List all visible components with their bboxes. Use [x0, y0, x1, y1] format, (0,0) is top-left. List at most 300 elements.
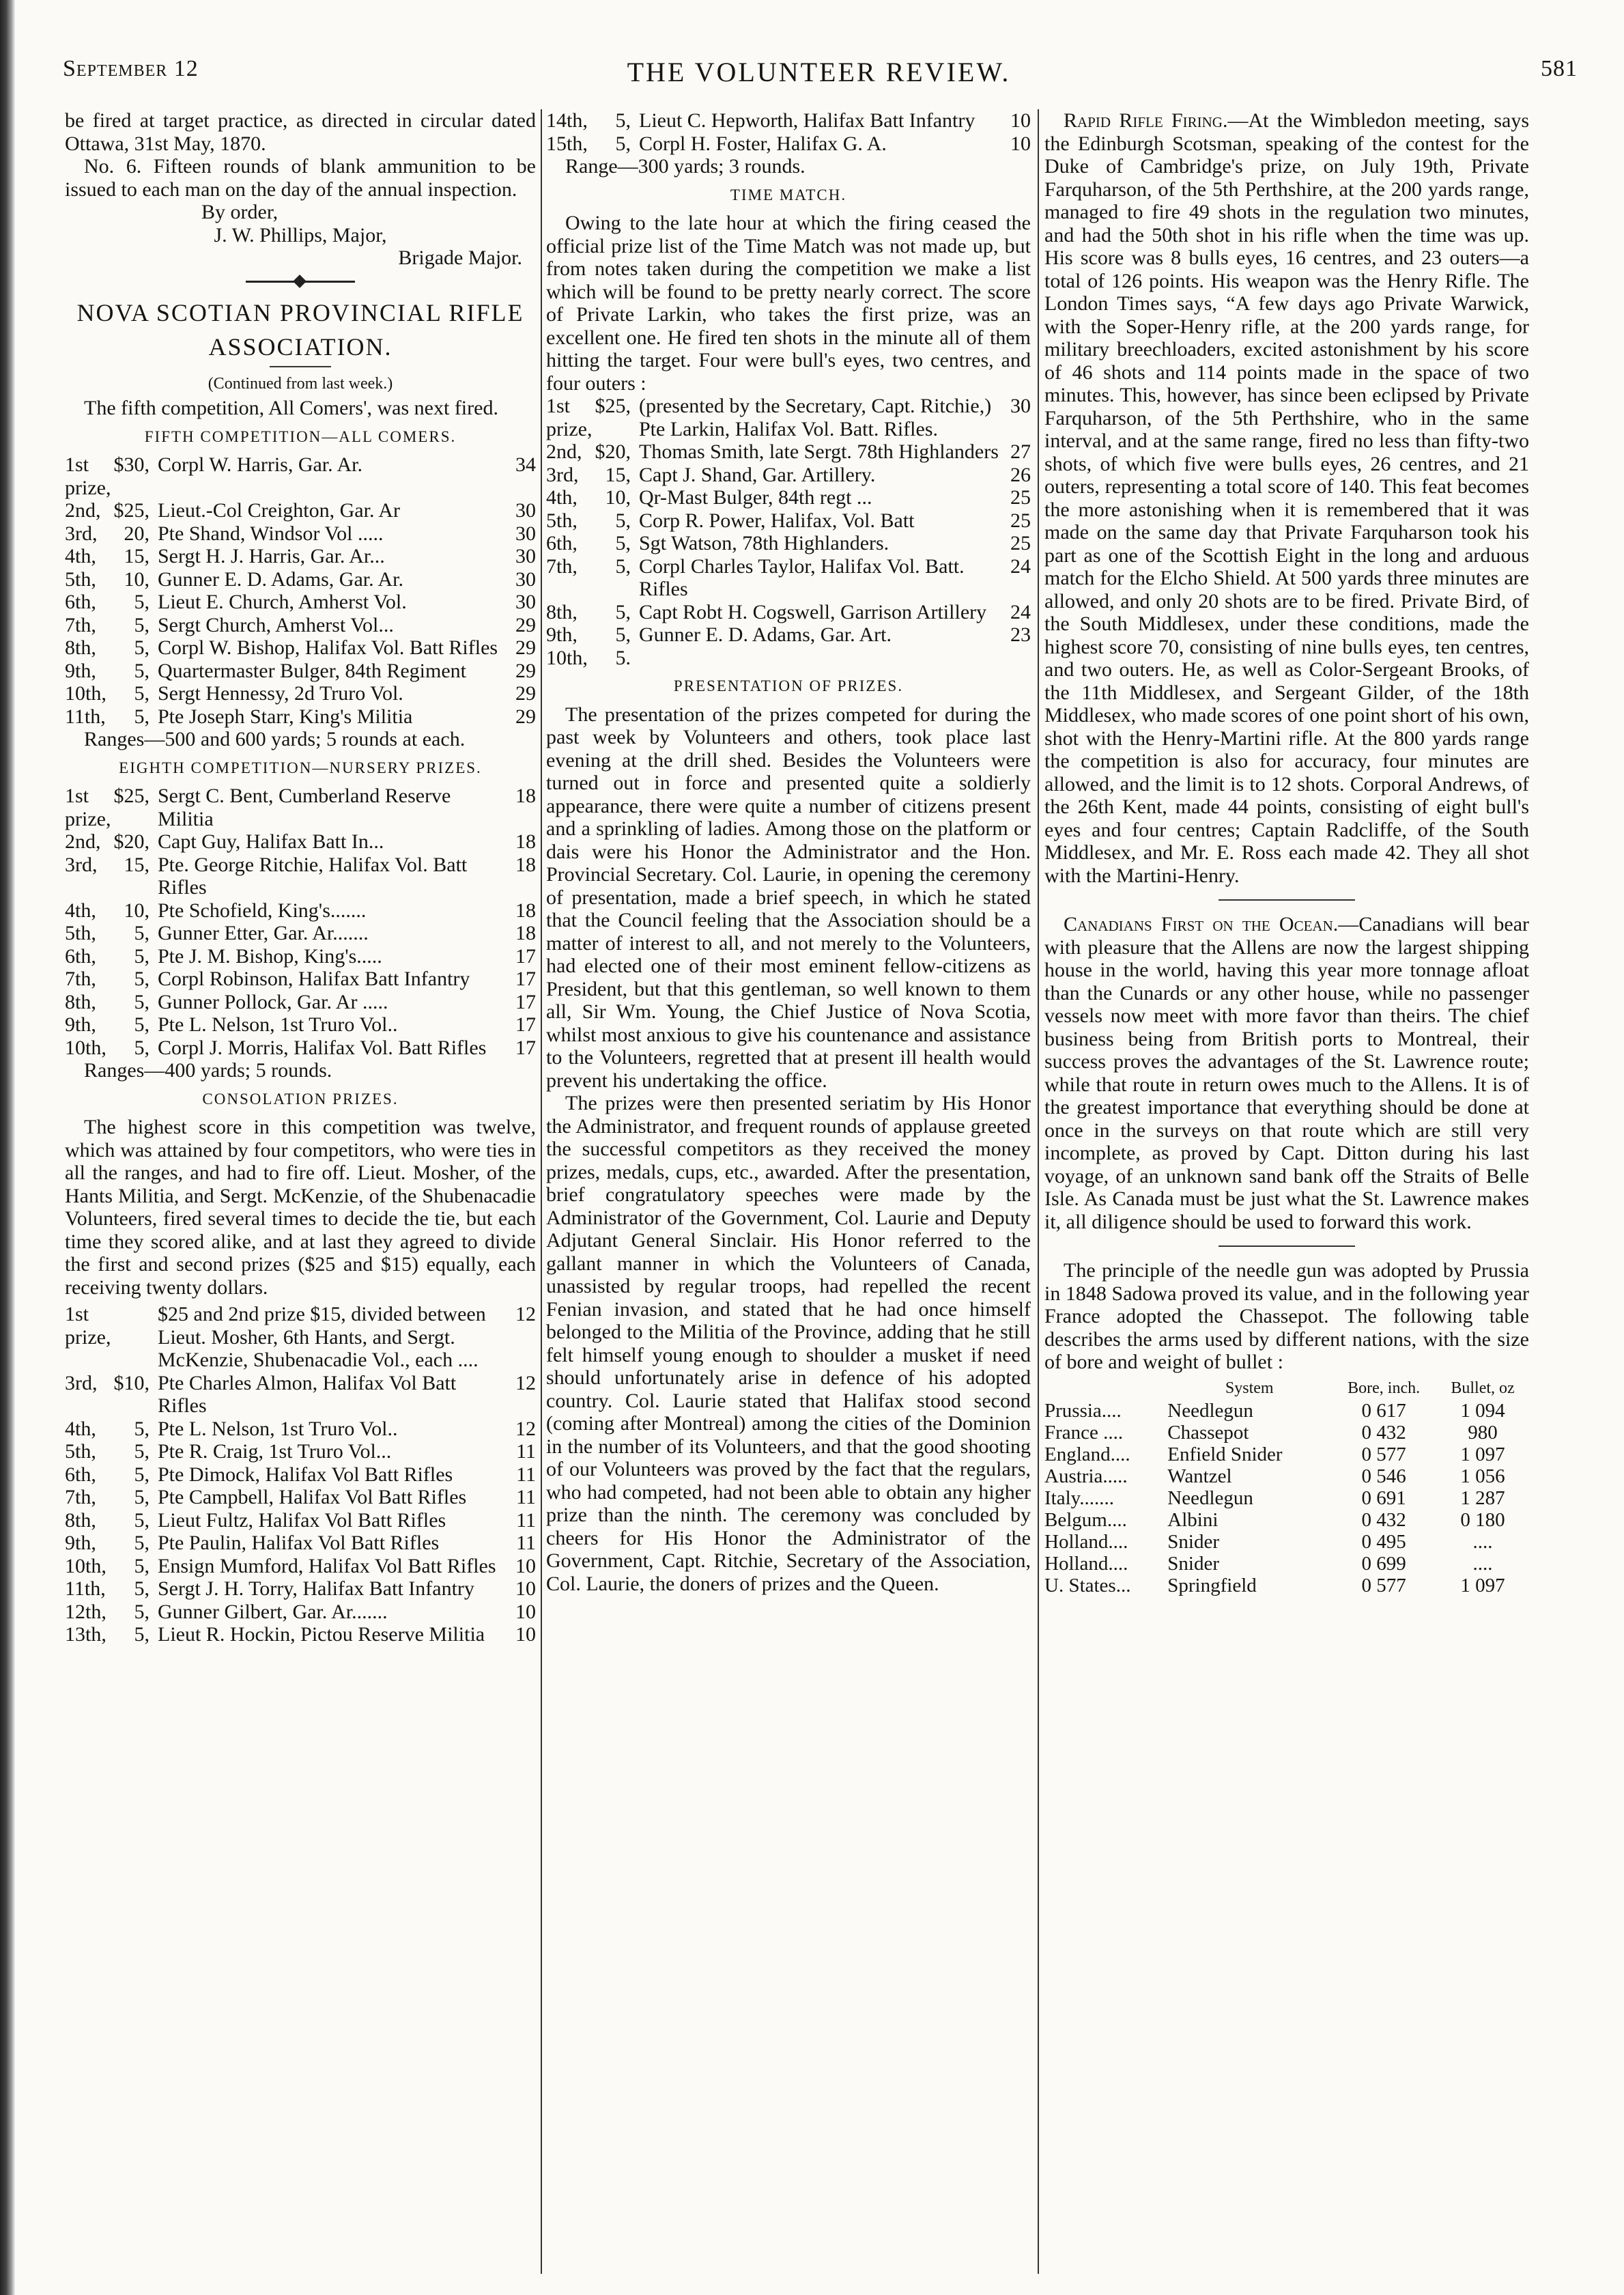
table-cell-country: England.... — [1044, 1443, 1130, 1465]
table-cell-country: Belgum.... — [1044, 1508, 1127, 1531]
entry-amount: 15, — [124, 545, 149, 567]
entry-amount: $25, — [595, 395, 631, 417]
table-cell-bore: 0 691 — [1361, 1487, 1406, 1509]
entry-position: 5th, — [65, 567, 96, 591]
entry-score: 30 — [515, 567, 536, 591]
article-title: ASSOCIATION. — [208, 333, 393, 361]
continued-note: (Continued from last week.) — [208, 374, 393, 393]
list-item — [546, 395, 1031, 440]
list-item — [546, 623, 1031, 647]
list-item — [546, 647, 1031, 670]
entry-name: $25 and 2nd prize $15, divided between Lieut. Mosher, 6th Hants, and Sergt. McKenzie, Shubenacadie Vol., each .... — [158, 1303, 486, 1371]
list-item — [546, 486, 1031, 509]
table-cell-bullet: .... — [1472, 1552, 1493, 1575]
entry-score: 10 — [515, 1623, 536, 1646]
entry-position: 8th, — [65, 1508, 96, 1532]
entry-name: Pte Dimock, Halifax Vol Batt Rifles — [158, 1463, 453, 1486]
list-item — [65, 945, 536, 968]
list-item — [546, 109, 1031, 132]
entry-score: 24 — [1010, 554, 1031, 578]
article-body: —At the Wimbledon meeting, says the Edinburgh Scotsman, speaking of the contest for the Duke of Cambridge's prize, on July 19th, Private Farquharson, of the 5th Perthshire, at the 200 yards range, managed to fire 49 shots in the regulation two minutes, and had the 50th shot in his rifle when the time was up. His score was 8 bulls eyes, 16 centres, and 23 outers—a total of 126 points. His weapon was the Henry Rifle. The London Times says, “A few days ago Private Warwick, with the Soper-Henry rifle, at the 200 yards range, for military breechloaders, excited astonishment by his score of 46 shots and 114 points made in the space of two minutes. This, however, has since been eclipsed by Private Farquharson, of the 5th Perthshire, who in the same interval, and at the same range, fired no less than fifty-two shots, of which five were bulls eyes, 26 centres, and 21 outers, representing a total score of 140. This feat becomes the more astonishing when it is remembered that it was made on the same day that Private Farquharson took his part as one of the Scottish Eight in the long and arduous match for the Elcho Shield. At 500 yards three minutes are allowed, and only 20 shots are to be fired. Private Bird, of the South Middlesex, under these conditions, made the highest score 70, consisting of nine bulls eyes, ten centres, and two outers. He, as well as Color-Sergeant Brooks, of the 11th Middlesex, and Sergeant Gilder, of the 18th Middlesex, who made scores of one point short of his own, shot with the Henry-Martini rifle. At the 800 yards range the competition is also for accuracy, four minutes are allowed, and the limit is to 12 shots. Corporal Andrews, of the 26th Kent, made 44 points, consisting of eight bull's eyes and four centres; Captain Radcliffe, of the South Middlesex, and Mr. E. Ross each made 42. They all shot with the Martini-Henry. — [1044, 109, 1530, 887]
entry-amount: 5, — [615, 132, 631, 155]
entry-name: Gunner E. D. Adams, Gar. Art. — [639, 623, 892, 646]
list-item — [65, 899, 536, 923]
entry-amount: 5, — [134, 1417, 149, 1440]
table-cell-bullet: 1 097 — [1460, 1574, 1505, 1596]
column-2 — [546, 109, 1031, 1595]
entry-name: Lieut.-Col Creighton, Gar. Ar — [158, 499, 400, 522]
entry-position: 5th, — [65, 1440, 96, 1463]
entry-score: 30 — [515, 545, 536, 567]
entry-name: Lieut R. Hockin, Pictou Reserve Militia — [158, 1623, 485, 1646]
signature-title: Brigade Major. — [398, 247, 522, 269]
entry-amount: 5, — [134, 1463, 149, 1486]
entry-amount: 15, — [124, 853, 149, 876]
prize-list — [546, 109, 1031, 155]
entry-position: 7th, — [546, 554, 578, 578]
table-cell-country: Austria..... — [1044, 1465, 1128, 1487]
entry-score: 10 — [515, 1554, 536, 1577]
table-row — [1044, 1575, 1529, 1596]
entry-name: Corpl J. Morris, Halifax Vol. Batt Rifles — [158, 1036, 487, 1059]
entry-score: 29 — [515, 659, 536, 682]
article-lead: Rapid Rifle Firing. — [1064, 109, 1228, 132]
entry-amount: 5, — [134, 1013, 149, 1036]
entry-name: Lieut E. Church, Amherst Vol. — [158, 591, 407, 613]
entry-score: 25 — [1010, 486, 1031, 509]
entry-amount: $20, — [595, 440, 631, 463]
section-heading: FIFTH COMPETITION—ALL COMERS. — [144, 427, 457, 445]
entry-score: 24 — [1010, 600, 1031, 623]
entry-name: Thomas Smith, late Sergt. 78th Highlanders — [639, 440, 999, 463]
entry-name: Corpl H. Foster, Halifax G. A. — [639, 132, 887, 155]
table-cell-system: Wantzel — [1167, 1465, 1232, 1487]
entry-name: Capt Guy, Halifax Batt In... — [158, 830, 384, 853]
entry-name: Sergt Church, Amherst Vol... — [158, 613, 394, 636]
list-item — [65, 991, 536, 1014]
table-cell-bore: 0 546 — [1361, 1465, 1406, 1487]
entry-amount: 5, — [615, 532, 631, 554]
list-item — [65, 1486, 536, 1509]
entry-score: 12 — [515, 1303, 536, 1325]
entry-name: Lieut C. Hepworth, Halifax Batt Infantry — [639, 109, 975, 132]
entry-name: Sergt J. H. Torry, Halifax Batt Infantry — [158, 1577, 474, 1600]
list-item — [65, 522, 536, 546]
list-item — [65, 453, 536, 499]
table-row — [1044, 1531, 1529, 1553]
divider — [270, 366, 331, 367]
entry-score: 18 — [515, 899, 536, 922]
entry-name: Capt J. Shand, Gar. Artillery. — [639, 463, 876, 486]
entry-position: 1st prize, — [546, 395, 593, 440]
entry-amount: $20, — [113, 830, 149, 853]
divider — [1219, 899, 1355, 901]
ranges-note: Ranges—500 and 600 yards; 5 rounds at each. — [84, 728, 466, 750]
list-item — [546, 532, 1031, 555]
table-row — [1044, 1444, 1529, 1465]
section-heading: TIME MATCH. — [730, 186, 847, 203]
entry-amount: 20, — [124, 522, 149, 545]
list-item — [65, 1532, 536, 1555]
list-item — [65, 1303, 536, 1372]
entry-position: 6th, — [65, 1463, 96, 1486]
list-item — [65, 854, 536, 899]
entry-score: 29 — [515, 682, 536, 705]
entry-score: 27 — [1010, 440, 1031, 463]
entry-score: 26 — [1010, 463, 1031, 486]
table-cell-country: U. States... — [1044, 1574, 1131, 1596]
section-heading: CONSOLATION PRIZES. — [202, 1090, 399, 1108]
entry-position: 10th, — [546, 646, 588, 669]
entry-score: 17 — [515, 944, 536, 968]
entry-score: 30 — [515, 591, 536, 613]
list-item — [65, 705, 536, 729]
list-item — [65, 1509, 536, 1532]
column-rule — [541, 109, 542, 2274]
entry-name: Pte Shand, Windsor Vol ..... — [158, 522, 384, 545]
list-item — [65, 614, 536, 637]
prize-list — [546, 395, 1031, 669]
entry-score: 11 — [516, 1532, 536, 1554]
table-cell-bore: 0 432 — [1361, 1421, 1406, 1444]
paragraph: The prizes were then presented seriatim by His Honor the Administrator, and frequent rounds of applause greeted the successful competitors as they received the money prizes, medals, cups, etc., awarded. After the presentation, brief congratulatory speeches were made by the Administrator of the Government, Col. Laurie and Deputy Adjutant General Sinclair. His Honor referred to the gallant manner in which the Volunteers of Canada, unassisted by regular troops, had repelled the recent Fenian invasion, and stated that he had once himself belonged to the Militia of the Province, adding that he still felt himself young enough to shoulder a musket if need should unfortunately arise in defence of his adopted country. Col. Laurie stated that Halifax stood second (coming after Montreal) among the cities of the Dominion in the number of its Volunteers, and that the good shooting of our Volunteers was proved by the fact that the regulars, who had competed, had not been able to obtain any higher prize than the ninth. The ceremony was concluded by cheers for His Honor the Administrator of the Government, Capt. Ritchie, Secretary of the Association, Col. Laurie, the doners of prizes and the Queen. — [546, 1092, 1031, 1595]
entry-position: 12th, — [65, 1600, 106, 1623]
table-row — [1044, 1400, 1529, 1422]
table-cell-country: Holland.... — [1044, 1530, 1128, 1553]
list-item — [65, 1418, 536, 1441]
table-row — [1044, 1509, 1529, 1531]
entry-score: 17 — [515, 1036, 536, 1059]
entry-amount: 5, — [134, 1577, 149, 1600]
entry-name: Lieut Fultz, Halifax Vol Batt Rifles — [158, 1508, 446, 1532]
entry-position: 11th, — [65, 705, 106, 728]
article-title: NOVA SCOTIAN PROVINCIAL RIFLE — [76, 298, 524, 326]
entry-name: Pte J. M. Bishop, King's..... — [158, 944, 382, 968]
table-cell-bullet: 1 097 — [1460, 1443, 1505, 1465]
article-canadians — [1044, 913, 1529, 1233]
ranges-note: Range—300 yards; 3 rounds. — [565, 155, 806, 178]
entry-amount: 5, — [134, 613, 149, 636]
column-header: Bullet, oz — [1451, 1379, 1515, 1397]
paragraph: be fired at target practice, as directed in circular dated Ottawa, 31st May, 1870. — [65, 109, 536, 155]
entry-position: 10th, — [65, 1036, 106, 1059]
binding-edge — [0, 0, 15, 2295]
entry-name: Pte R. Craig, 1st Truro Vol... — [158, 1440, 392, 1463]
signature: J. W. Phillips, Major, — [214, 223, 387, 247]
entry-score: 10 — [515, 1577, 536, 1600]
page-header — [41, 56, 1597, 97]
list-item — [65, 568, 536, 591]
list-item — [65, 1440, 536, 1463]
prize-list — [65, 1303, 536, 1646]
list-item — [546, 440, 1031, 464]
entry-amount: 5, — [134, 922, 149, 944]
entry-position: 4th, — [546, 486, 578, 509]
paragraph: The principle of the needle gun was adopted by Prussia in 1848 Sadowa proved its value, and in the following year France adopted the Chassepot. The following table describes the arms used by different nations, with the size of bore and weight of bullet : — [1044, 1259, 1529, 1373]
entry-name: Sergt H. J. Harris, Gar. Ar... — [158, 545, 385, 567]
table-cell-country: Prussia.... — [1044, 1399, 1122, 1422]
table-cell-bullet: 1 287 — [1460, 1487, 1505, 1509]
by-order: By order, — [201, 201, 279, 223]
entry-amount: 5, — [615, 109, 631, 132]
entry-name: Pte. George Ritchie, Halifax Vol. Batt Rifles — [158, 853, 468, 899]
entry-name: Pte Charles Almon, Halifax Vol Batt Rifles — [158, 1371, 457, 1417]
entry-score: 25 — [1010, 532, 1031, 554]
entry-name: Gunner E. D. Adams, Gar. Ar. — [158, 567, 403, 591]
entry-name: Corpl W. Harris, Gar. Ar. — [158, 453, 362, 476]
entry-name: Quartermaster Bulger, 84th Regiment — [158, 659, 467, 682]
entry-amount: 5, — [615, 509, 631, 532]
entry-position: 3rd, — [65, 522, 98, 545]
table-cell-bore: 0 432 — [1361, 1508, 1406, 1531]
entry-name: Sergt C. Bent, Cumberland Reserve Militia — [158, 785, 451, 830]
entry-score: 25 — [1010, 509, 1031, 532]
entry-name: Corp R. Power, Halifax, Vol. Batt — [639, 509, 915, 532]
entry-position: 13th, — [65, 1623, 106, 1646]
paragraph: The highest score in this competition was twelve, which was attained by four competitors, who were ties in all the ranges, and had to fire off. Lieut. Mosher, of the Hants Militia, and Sergt. McKenzie, of the Shubenacadie Volunteers, fired several times to decide the tie, but each time they scored alike, and at last they agreed to divide the first and second prizes ($25 and $15) equally, each receiving twenty dollars. — [65, 1116, 536, 1299]
entry-score: 34 — [515, 453, 536, 476]
list-item — [65, 968, 536, 991]
entry-name: Corpl W. Bishop, Halifax Vol. Batt Rifles — [158, 636, 498, 659]
entry-position: 1st prize, — [65, 785, 111, 830]
list-item — [65, 660, 536, 683]
entry-score: 18 — [515, 830, 536, 853]
entry-score: 29 — [515, 636, 536, 659]
paragraph: Owing to the late hour at which the firing ceased the official prize list of the Time Match was not made up, but from notes taken during the competition we make a list which will be found to be pretty nearly correct. The score of Private Larkin, who takes the first prize, was an excellent one. He fired ten shots in the minute all of them hitting the target. Four were bull's eyes, two centres, and four outers : — [546, 212, 1031, 395]
entry-name: Gunner Pollock, Gar. Ar ..... — [158, 990, 388, 1013]
entry-position: 10th, — [65, 682, 106, 705]
entry-position: 14th, — [546, 109, 588, 132]
entry-name: Qr-Mast Bulger, 84th regt ... — [639, 486, 872, 509]
entry-position: 3rd, — [65, 853, 98, 876]
ranges-note: Ranges—400 yards; 5 rounds. — [84, 1059, 332, 1082]
entry-score: 18 — [515, 922, 536, 944]
table-row — [1044, 1465, 1529, 1487]
entry-position: 1st prize, — [65, 1303, 111, 1349]
entry-position: 9th, — [65, 1532, 96, 1554]
column-header: System — [1225, 1379, 1274, 1397]
entry-name: Gunner Gilbert, Gar. Ar....... — [158, 1600, 388, 1623]
table-cell-system: Snider — [1167, 1552, 1219, 1575]
entry-amount: 5, — [134, 968, 149, 990]
entry-score: 10 — [515, 1600, 536, 1623]
entry-name: Pte L. Nelson, 1st Truro Vol.. — [158, 1013, 398, 1036]
paragraph: The fifth competition, All Comers', was next fired. — [84, 397, 498, 419]
column-3 — [1044, 109, 1529, 1596]
entry-name: Pte Joseph Starr, King's Militia — [158, 705, 413, 728]
table-cell-bore: 0 577 — [1361, 1443, 1406, 1465]
table-row — [1044, 1487, 1529, 1509]
entry-position: 6th, — [65, 591, 96, 613]
entry-position: 7th, — [65, 613, 96, 636]
entry-amount: $30, — [113, 453, 149, 476]
entry-name: Capt Robt H. Cogswell, Garrison Artillery — [639, 600, 987, 623]
column-1 — [65, 109, 536, 1646]
entry-amount: 5, — [134, 1623, 149, 1646]
entry-amount: 5, — [134, 1440, 149, 1463]
entry-position: 4th, — [65, 1417, 96, 1440]
entry-position: 4th, — [65, 899, 96, 922]
entry-score: 29 — [515, 705, 536, 728]
entry-amount: 5, — [615, 623, 631, 646]
table-cell-bullet: 0 180 — [1460, 1508, 1505, 1531]
entry-amount: 5, — [134, 990, 149, 1013]
list-item — [65, 1623, 536, 1646]
entry-score: 17 — [515, 968, 536, 990]
entry-amount: 5, — [615, 554, 631, 578]
entry-amount: 5, — [134, 659, 149, 682]
entry-position: 5th, — [65, 922, 96, 944]
entry-position: 9th, — [65, 659, 96, 682]
entry-score: 12 — [515, 1371, 536, 1394]
entry-position: 11th, — [65, 1577, 106, 1600]
entry-name: Sergt Hennessy, 2d Truro Vol. — [158, 682, 403, 705]
entry-score: 11 — [516, 1463, 536, 1486]
prize-list — [65, 785, 536, 1059]
table-cell-bore: 0 495 — [1361, 1530, 1406, 1553]
entry-score: 29 — [515, 613, 536, 636]
list-item — [65, 682, 536, 705]
section-heading: PRESENTATION OF PRIZES. — [673, 677, 904, 694]
entry-amount: 5, — [134, 1508, 149, 1532]
paragraph: No. 6. Fifteen rounds of blank ammunition to be issued to each man on the day of the annual inspection. — [65, 155, 536, 201]
section-heading: EIGHTH COMPETITION—NURSERY PRIZES. — [119, 759, 482, 776]
entry-position: 5th, — [546, 509, 578, 532]
entry-name: Corpl Robinson, Halifax Batt Infantry — [158, 968, 470, 990]
entry-score: 12 — [515, 1417, 536, 1440]
entry-amount: 5. — [615, 646, 631, 669]
table-row — [1044, 1553, 1529, 1575]
entry-amount: 5, — [134, 1036, 149, 1059]
entry-position: 7th, — [65, 1486, 96, 1508]
entry-position: 7th, — [65, 968, 96, 990]
entry-position: 2nd, — [65, 830, 101, 853]
table-cell-bullet: .... — [1472, 1530, 1493, 1553]
list-item — [65, 922, 536, 945]
table-row — [1044, 1422, 1529, 1444]
table-cell-bore: 0 577 — [1361, 1574, 1406, 1596]
column-header: Bore, inch. — [1348, 1379, 1421, 1397]
entry-amount: 10, — [605, 486, 631, 509]
entry-amount: 5, — [134, 682, 149, 705]
table-cell-country: Italy....... — [1044, 1487, 1115, 1509]
entry-score: 17 — [515, 990, 536, 1013]
entry-score: 23 — [1010, 623, 1031, 646]
entry-amount: 5, — [134, 636, 149, 659]
entry-position: 2nd, — [65, 499, 101, 522]
entry-position: 4th, — [65, 545, 96, 567]
ornamental-rule — [246, 281, 355, 283]
entry-name: Pte Campbell, Halifax Vol Batt Rifles — [158, 1486, 467, 1508]
entry-name: Pte Schofield, King's....... — [158, 899, 367, 922]
entry-score: 30 — [1010, 395, 1031, 417]
list-item — [65, 1372, 536, 1418]
table-cell-system: Enfield Snider — [1167, 1443, 1283, 1465]
list-item — [546, 601, 1031, 624]
entry-position: 8th, — [65, 990, 96, 1013]
table-cell-country: Holland.... — [1044, 1552, 1128, 1575]
prize-list — [65, 453, 536, 728]
arms-table — [1044, 1377, 1529, 1596]
entry-name: Ensign Mumford, Halifax Vol Batt Rifles — [158, 1554, 496, 1577]
entry-name: Pte Paulin, Halifax Vol Batt Rifles — [158, 1532, 440, 1554]
table-cell-bore: 0 699 — [1361, 1552, 1406, 1575]
entry-position: 8th, — [546, 600, 578, 623]
entry-score: 10 — [1010, 132, 1031, 155]
page-number: 581 — [1541, 56, 1578, 81]
header-date: September 12 — [63, 56, 199, 81]
entry-amount: 5, — [134, 1600, 149, 1623]
entry-amount: $25, — [113, 499, 149, 522]
list-item — [65, 830, 536, 854]
entry-position: 3rd, — [546, 463, 579, 486]
entry-name: Pte L. Nelson, 1st Truro Vol.. — [158, 1417, 398, 1440]
paragraph: The presentation of the prizes competed for during the past week by Volunteers and others, took place last evening at the drill shed. Besides the Volunteers were turned out in force and presented quite a soldierly appearance, there were quite a number of citizens present and a sprinkling of ladies. Among those on the platform or dais were his Honor the Administrator and the Hon. Provincial Secretary. Col. Laurie, in opening the ceremony of presentation, made a brief speech, in which he stated that the Council feeling that the Association should be a matter of interest to all, and not merely to the Volunteers, had elected one of their most eminent fellow-citizens as President, but that this gentleman, so well known to them all, Sir Wm. Young, the Chief Justice of Nova Scotia, whilst most anxious to give his countenance and assistance to the Volunteers, regretted that at present ill health would prevent his undertaking the office. — [546, 703, 1031, 1092]
table-cell-bullet: 1 094 — [1460, 1399, 1505, 1422]
publication-title: THE VOLUNTEER REVIEW. — [627, 57, 1011, 87]
list-item — [65, 591, 536, 614]
list-item — [65, 1037, 536, 1060]
table-cell-system: Springfield — [1167, 1574, 1257, 1596]
entry-amount: 5, — [134, 591, 149, 613]
entry-name: Gunner Etter, Gar. Ar....... — [158, 922, 369, 944]
list-item — [546, 509, 1031, 533]
entry-position: 2nd, — [546, 440, 582, 463]
table-cell-system: Snider — [1167, 1530, 1219, 1553]
list-item — [546, 464, 1031, 487]
list-item — [65, 1013, 536, 1037]
entry-amount: $25, — [113, 785, 149, 807]
entry-score: 30 — [515, 522, 536, 545]
entry-score: 10 — [1010, 109, 1031, 132]
entry-amount: 10, — [124, 567, 149, 591]
article-rapid-rifle-firing — [1044, 109, 1529, 887]
list-item — [65, 1555, 536, 1578]
entry-score: 18 — [515, 785, 536, 807]
entry-position: 9th, — [65, 1013, 96, 1036]
table-cell-bullet: 980 — [1468, 1421, 1498, 1444]
list-item — [65, 1577, 536, 1601]
entry-position: 10th, — [65, 1554, 106, 1577]
entry-position: 9th, — [546, 623, 578, 646]
list-item — [546, 132, 1031, 156]
entry-score: 30 — [515, 499, 536, 522]
table-header-row — [1044, 1377, 1529, 1400]
entry-position: 6th, — [65, 944, 96, 968]
entry-amount: 5, — [615, 600, 631, 623]
entry-position: 8th, — [65, 636, 96, 659]
entry-name: Sgt Watson, 78th Highlanders. — [639, 532, 889, 554]
table-cell-system: Needlegun — [1167, 1399, 1253, 1422]
entry-amount: 5, — [134, 1532, 149, 1554]
table-cell-bullet: 1 056 — [1460, 1465, 1505, 1487]
article-body: —Canadians will bear with pleasure that the Allens are now the largest shipping house in the world, having this year more tonnage afloat than the Cunards or any other house, while no passenger vessels now meet with more favor than theirs. The chief business being from British ports to Montreal, their success proves the advantages of the St. Lawrence route; while that route in return owes much to the Allens. It is of the greatest importance that everything should be done at once in the surveys on that route which are still very incomplete, as proved by Capt. Ditton during his last voyage, of an unknown sand bank off the Straits of Belle Isle. As Canada must be just what the St. Lawrence makes it, all diligence should be used to forward this work. — [1044, 913, 1529, 1233]
list-item — [65, 636, 536, 660]
table-cell-bore: 0 617 — [1361, 1399, 1406, 1422]
entry-score: 11 — [516, 1440, 536, 1463]
entry-amount: 5, — [134, 1486, 149, 1508]
entry-name: (presented by the Secretary, Capt. Ritchie,) Pte Larkin, Halifax Vol. Batt. Rifles. — [639, 395, 992, 440]
entry-amount: 15, — [605, 463, 631, 486]
column-rule — [1038, 109, 1039, 2274]
entry-amount: 5, — [134, 944, 149, 968]
entry-name: Corpl Charles Taylor, Halifax Vol. Batt. Rifles — [639, 554, 965, 600]
entry-amount: $10, — [113, 1371, 149, 1394]
entry-amount: 5, — [134, 1554, 149, 1577]
article-lead: Canadians First on the Ocean. — [1064, 913, 1339, 935]
table-cell-system: Chassepot — [1167, 1421, 1249, 1444]
table-cell-country: France .... — [1044, 1421, 1124, 1444]
